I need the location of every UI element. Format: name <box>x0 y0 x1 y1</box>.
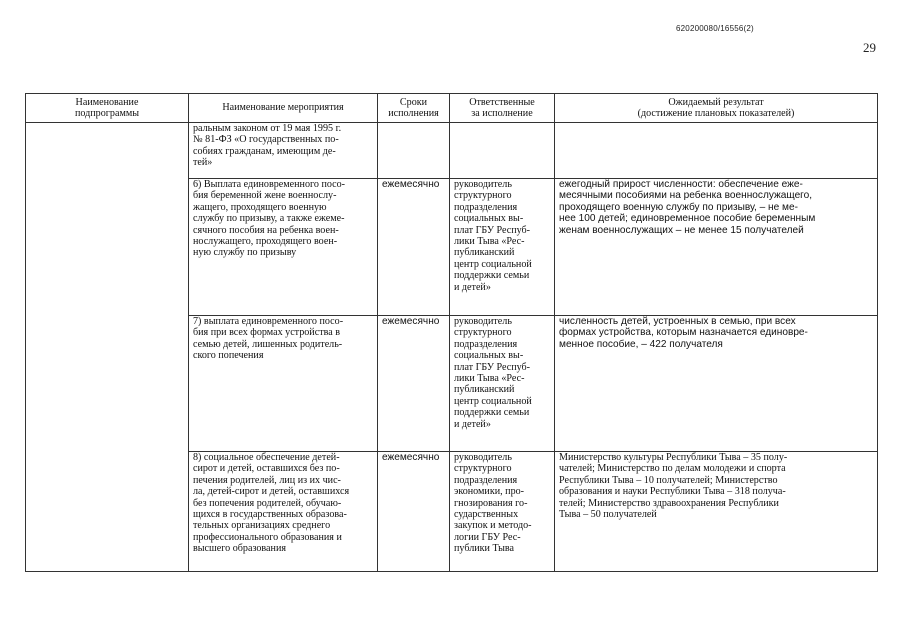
header-activity: Наименование мероприятия <box>189 94 378 123</box>
program-activities-table <box>25 93 878 572</box>
term-cell <box>378 123 450 179</box>
result-cell: ежегодный прирост численности: обеспечение еже- месячными пособиями на ребенка военнослужащего, проходящего военную службу по призыву, – не ме- нее 100 детей; единовременное пособие беременным женам военнослужащих – не менее 15 получателей <box>555 179 878 316</box>
document-number: 620200080/16556(2) <box>676 24 754 33</box>
result-cell <box>555 123 878 179</box>
result-cell: Министерство культуры Республики Тыва – 35 полу- чателей; Министерство по делам молодежи и спорта Республики Тыва – 10 получателей; Министерство образования и науки Республики Тыва – 318 получа- телей; Министерство здравоохранения Республики Тыва – 50 получателей <box>555 452 878 572</box>
header-result: Ожидаемый результат (достижение плановых показателей) <box>555 94 878 123</box>
term-cell: ежемесячно <box>378 316 450 452</box>
header-responsible: Ответственные за исполнение <box>450 94 555 123</box>
table-row <box>26 123 878 179</box>
header-term: Сроки исполнения <box>378 94 450 123</box>
responsible-cell: руководитель структурного подразделения социальных вы- плат ГБУ Респуб- лики Тыва «Рес- публиканский центр социальной поддержки семьи и детей» <box>450 179 555 316</box>
subprogram-cell <box>26 123 189 572</box>
responsible-cell <box>450 123 555 179</box>
header-subprogram: Наименование подпрограммы <box>26 94 189 123</box>
result-cell: численность детей, устроенных в семью, при всех формах устройства, которым назначается единовре- менное пособие, – 422 получателя <box>555 316 878 452</box>
activity-cell: 7) выплата единовременного посо- бия при всех формах устройства в семью детей, лишенных родитель- ского попечения <box>189 316 378 452</box>
activity-cell: 6) Выплата единовременного посо- бия беременной жене военнослу- жащего, проходящего военную службу по призыву, а также ежеме- сячного пособия на ребенка воен- нослужащего, проходящего воен- ную службу по призыву <box>189 179 378 316</box>
term-cell: ежемесячно <box>378 452 450 572</box>
term-cell: ежемесячно <box>378 179 450 316</box>
page-number: 29 <box>863 40 876 55</box>
responsible-cell: руководитель структурного подразделения экономики, про- гнозирования го- сударственных закупок и методо- логии ГБУ Рес- публики Тыва <box>450 452 555 572</box>
responsible-cell: руководитель структурного подразделения социальных вы- плат ГБУ Респуб- лики Тыва «Рес- публиканский центр социальной поддержки семьи и детей» <box>450 316 555 452</box>
activity-cell: 8) социальное обеспечение детей- сирот и детей, оставшихся без по- печения родителей, лиц из их чис- ла, детей-сирот и детей, оставшихся без попечения родителей, обучаю- щихся в государственных образова- тельных организациях среднего профессионального образования и высшего образования <box>189 452 378 572</box>
table-header-row <box>26 94 878 123</box>
activity-cell: ральным законом от 19 мая 1995 г. № 81-ФЗ «О государственных по- собиях гражданам, имеющим де- тей» <box>189 123 378 179</box>
